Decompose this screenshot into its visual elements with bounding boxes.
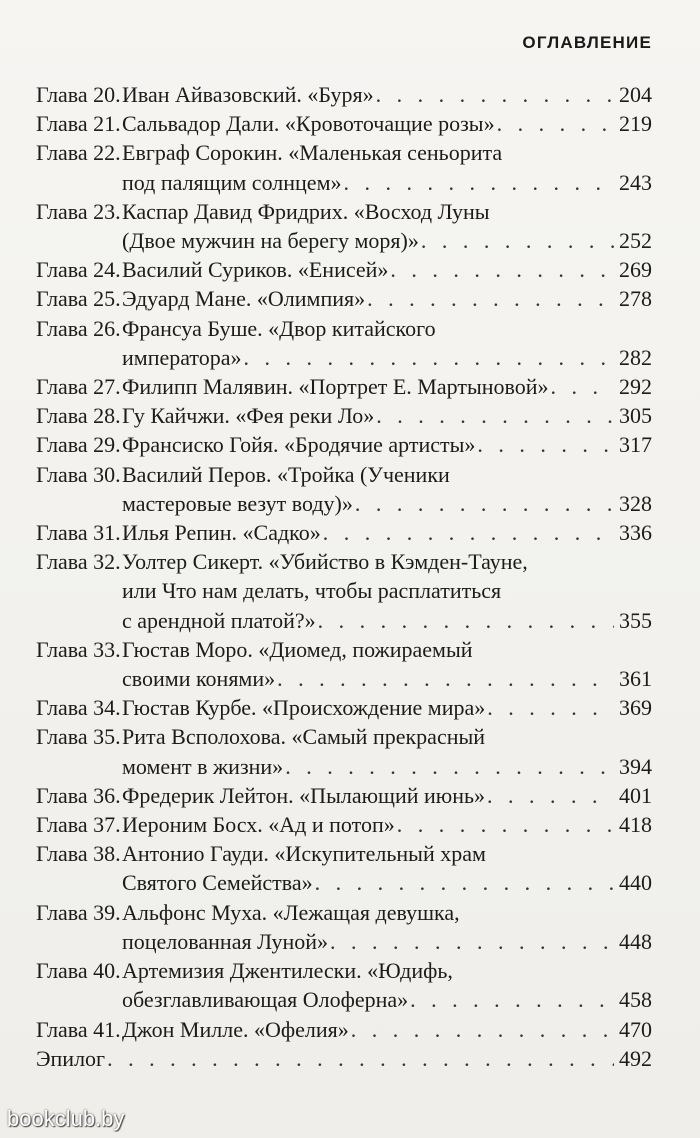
page-number: 292 [619, 374, 652, 400]
dot-leader [390, 255, 614, 284]
entry-title-line: или Что нам делать, чтобы расплатиться [122, 578, 502, 604]
entry-title-line: Франсиско Гойя. «Бродячие артисты» [122, 432, 476, 458]
page-number: 470 [619, 1016, 652, 1042]
page-number: 278 [619, 286, 652, 312]
dot-leader [107, 1044, 614, 1073]
chapter-number: Глава 34. [36, 695, 121, 721]
dot-leader [376, 401, 614, 430]
entry-title-line: момент в жизни» [122, 753, 284, 779]
page-number: 418 [619, 812, 652, 838]
dot-leader [318, 606, 614, 635]
dot-leader [343, 168, 614, 197]
dot-leader [277, 664, 614, 693]
dot-leader [477, 430, 614, 459]
toc-entry [36, 284, 652, 313]
toc-entry [36, 635, 652, 693]
entry-title-line: Филипп Малявин. «Портрет Е. Мартыновой» [122, 374, 549, 400]
dot-leader [376, 80, 614, 109]
dot-leader [330, 927, 614, 956]
dot-leader [487, 693, 614, 722]
entry-title-line: Фредерик Лейтон. «Пылающий июнь» [122, 782, 486, 808]
dot-leader [355, 489, 614, 518]
toc-entry [36, 401, 652, 430]
entry-title-line: Эпилог [36, 1045, 106, 1071]
dot-leader [397, 810, 614, 839]
chapter-number: Глава 41. [36, 1016, 121, 1042]
entry-title-line: Гюстав Моро. «Диомед, пожираемый [122, 636, 473, 662]
entry-title-line: (Двое мужчин на берегу моря)» [122, 228, 419, 254]
page-number: 369 [619, 695, 652, 721]
page-number: 243 [619, 169, 652, 195]
chapter-number: Глава 25. [36, 286, 121, 312]
page-number: 394 [619, 753, 652, 779]
dot-leader [487, 781, 614, 810]
watermark: bookclub.by [7, 1106, 125, 1131]
toc-entry [36, 314, 652, 372]
entry-title-line: поцелованная Луной» [122, 928, 329, 954]
page-number: 282 [619, 344, 652, 370]
chapter-number: Глава 27. [36, 374, 121, 400]
toc-entry [36, 956, 652, 1014]
page-title: ОГЛАВЛЕНИЕ [522, 33, 652, 52]
page-number: 492 [619, 1045, 652, 1071]
dot-leader [351, 1015, 614, 1044]
page-number: 336 [619, 520, 652, 546]
toc-entry [36, 197, 652, 255]
chapter-number: Глава 28. [36, 403, 121, 429]
toc-entry [36, 839, 652, 897]
page-number: 204 [619, 82, 652, 107]
chapter-number: Глава 29. [36, 432, 121, 458]
toc-entry [36, 80, 652, 109]
entry-title-line: Уолтер Сикерт. «Убийство в Кэмден-Тауне, [122, 549, 528, 575]
page-number: 458 [619, 987, 652, 1013]
chapter-number: Глава 35. [36, 724, 121, 750]
entry-title-line: Гюстав Курбе. «Происхождение мира» [122, 695, 486, 721]
chapter-number: Глава 30. [36, 461, 121, 487]
page-number: 305 [619, 403, 652, 429]
page-number: 361 [619, 666, 652, 692]
toc-entry [36, 138, 652, 196]
dot-leader [551, 372, 614, 401]
chapter-number: Глава 39. [36, 899, 121, 925]
entry-title-line: Иероним Босх. «Ад и потоп» [122, 812, 395, 838]
page-number: 355 [619, 607, 652, 633]
entry-title-line: Альфонс Муха. «Лежащая девушка, [122, 899, 460, 925]
toc-entry [36, 898, 652, 956]
dot-leader [497, 109, 614, 138]
toc-entry [36, 781, 652, 810]
entry-title-line: Сальвадор Дали. «Кровоточащие розы» [122, 111, 495, 137]
entry-title-line: Евграф Сорокин. «Маленькая сеньорита [122, 140, 503, 166]
entry-title-line: мастеровые везут воду)» [122, 490, 353, 516]
toc-entry [36, 547, 652, 635]
entry-title-line: Гу Кайчжи. «Фея реки Ло» [122, 403, 375, 429]
entry-title-line: обезглавливающая Олоферна» [122, 987, 409, 1013]
entry-title-line: Антонио Гауди. «Искупительный храм [122, 841, 486, 867]
toc-entry [36, 518, 652, 547]
dot-leader [421, 226, 614, 255]
toc-entry [36, 430, 652, 459]
chapter-number: Глава 23. [36, 198, 121, 224]
page-number: 252 [619, 228, 652, 254]
entry-title-line: Франсуа Буше. «Двор китайского [122, 315, 436, 341]
chapter-number: Глава 21. [36, 111, 121, 137]
toc-entry [36, 372, 652, 401]
entry-title-line: Джон Милле. «Офелия» [122, 1016, 349, 1042]
page-number: 328 [619, 490, 652, 516]
entry-title-line: Рита Всполохова. «Самый прекрасный [122, 724, 486, 750]
chapter-number: Глава 40. [36, 958, 121, 984]
entry-title-line: Илья Репин. «Садко» [122, 520, 321, 546]
page-number: 448 [619, 928, 652, 954]
chapter-number: Глава 20. [36, 82, 121, 107]
page-number: 440 [619, 870, 652, 896]
entry-title-line: с арендной платой?» [122, 607, 316, 633]
dot-leader [244, 343, 614, 372]
chapter-number: Глава 36. [36, 782, 121, 808]
entry-title-line: Артемизия Джентилески. «Юдифь, [122, 958, 453, 984]
chapter-number: Глава 33. [36, 636, 121, 662]
entry-title-line: Святого Семейства» [122, 870, 313, 896]
dot-leader [285, 752, 614, 781]
chapter-number: Глава 38. [36, 841, 121, 867]
chapter-number: Глава 22. [36, 140, 121, 166]
dot-leader [315, 868, 614, 897]
toc-entry [36, 1044, 652, 1073]
chapter-number: Глава 26. [36, 315, 121, 341]
page-number: 269 [619, 257, 652, 283]
page-number: 219 [619, 111, 652, 137]
toc-entry [36, 722, 652, 780]
entry-title-line: императора» [122, 344, 242, 370]
entry-title-line: своими конями» [122, 666, 276, 692]
entry-title-line: под палящим солнцем» [122, 169, 342, 195]
page-number: 317 [619, 432, 652, 458]
chapter-number: Глава 37. [36, 812, 121, 838]
table-of-contents [36, 80, 652, 1073]
entry-title-line: Эдуард Мане. «Олимпия» [122, 286, 366, 312]
toc-entry [36, 810, 652, 839]
dot-leader [367, 284, 614, 313]
dot-leader [410, 985, 614, 1014]
page-number: 401 [619, 782, 652, 808]
entry-title-line: Василий Суриков. «Енисей» [122, 257, 389, 283]
chapter-number: Глава 24. [36, 257, 121, 283]
entry-title-line: Каспар Давид Фридрих. «Восход Луны [122, 198, 490, 224]
dot-leader [323, 518, 614, 547]
entry-title-line: Василий Перов. «Тройка (Ученики [122, 461, 450, 487]
entry-title-line: Иван Айвазовский. «Буря» [122, 82, 374, 107]
chapter-number: Глава 31. [36, 520, 121, 546]
toc-entry [36, 460, 652, 518]
toc-entry [36, 255, 652, 284]
toc-entry [36, 109, 652, 138]
toc-entry [36, 1015, 652, 1044]
chapter-number: Глава 32. [36, 549, 121, 575]
toc-entry [36, 693, 652, 722]
